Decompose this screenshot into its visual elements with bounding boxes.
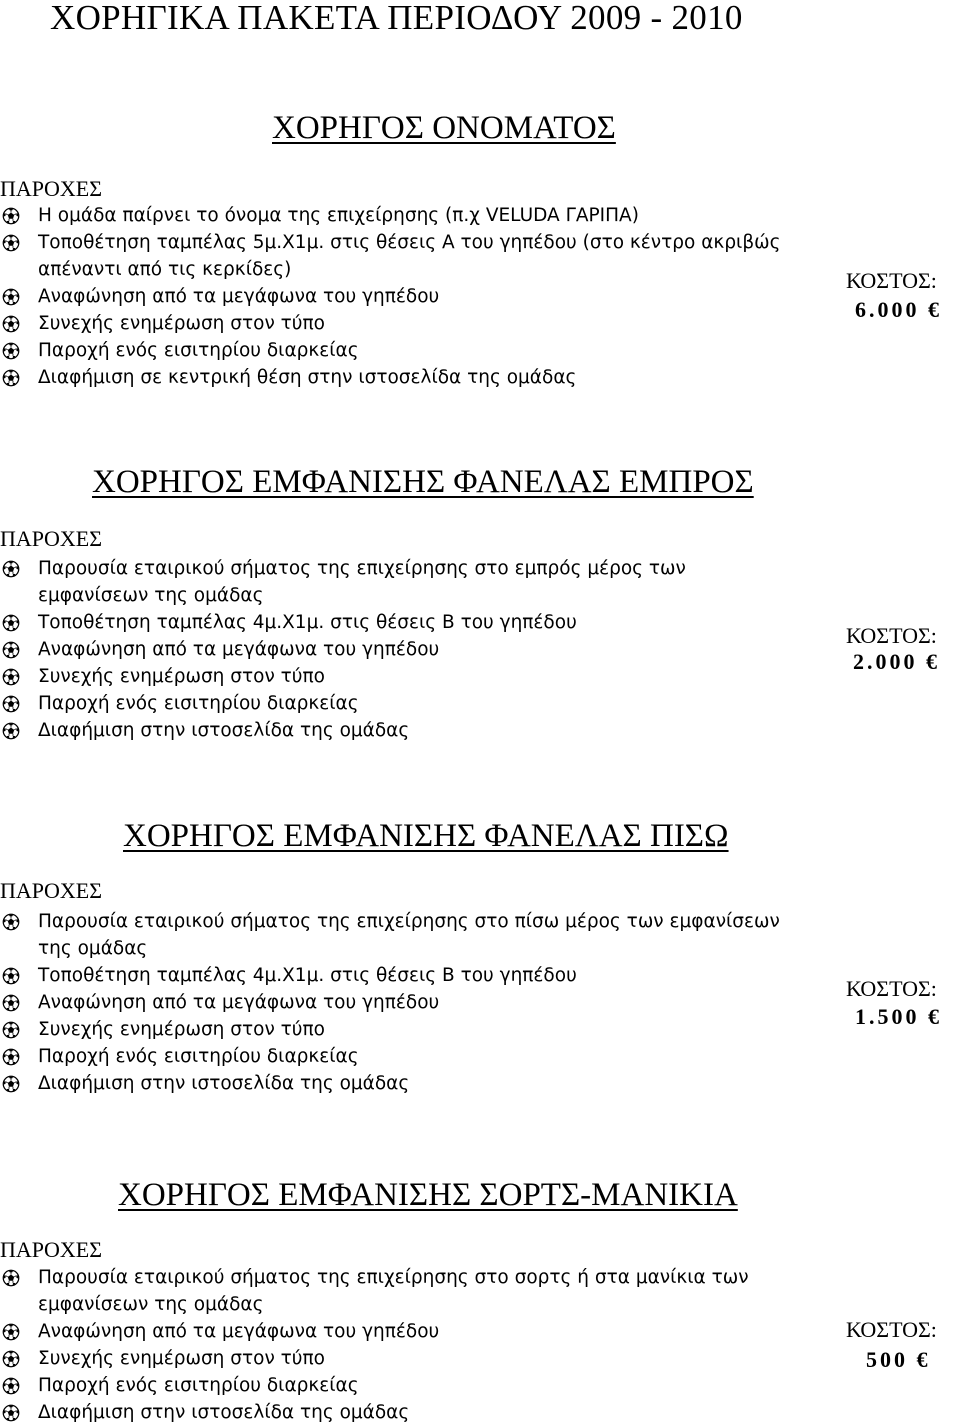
list-item: Παροχή ενός εισιτηρίου διαρκείας bbox=[0, 337, 790, 364]
list-item: Συνεχής ενημέρωση στον τύπο bbox=[0, 1345, 790, 1372]
cost-value: 1.500 € bbox=[855, 1004, 942, 1029]
list-item: Τοποθέτηση ταμπέλας 4μ.Χ1μ. στις θέσεις Β του γηπέδου bbox=[0, 609, 790, 636]
soccer-ball-icon bbox=[2, 668, 20, 686]
list-item: Διαφήμιση στην ιστοσελίδα της ομάδας bbox=[0, 1070, 790, 1097]
list-item: Συνεχής ενημέρωση στον τύπο bbox=[0, 310, 790, 337]
provisions-label: ΠΑΡΟΧΕΣ bbox=[0, 526, 103, 551]
provisions-label: ΠΑΡΟΧΕΣ bbox=[0, 878, 103, 903]
soccer-ball-icon bbox=[2, 614, 20, 632]
provisions-list bbox=[0, 1264, 790, 1426]
list-item: Παρουσία εταιρικού σήματος της επιχείρησης στο εμπρός μέρος των εμφανίσεων της ομάδας bbox=[0, 555, 790, 609]
soccer-ball-icon bbox=[2, 234, 20, 252]
soccer-ball-icon bbox=[2, 967, 20, 985]
cost-value: 6.000 € bbox=[855, 297, 942, 322]
list-item: Αναφώνηση από τα μεγάφωνα του γηπέδου bbox=[0, 283, 790, 310]
provisions-label: ΠΑΡΟΧΕΣ bbox=[0, 176, 103, 201]
soccer-ball-icon bbox=[2, 1075, 20, 1093]
list-item: Συνεχής ενημέρωση στον τύπο bbox=[0, 663, 790, 690]
provisions-list bbox=[0, 555, 790, 744]
list-item: Παρουσία εταιρικού σήματος της επιχείρησης στο σορτς ή στα μανίκια των εμφανίσεων της ομάδας bbox=[0, 1264, 790, 1318]
section-title: ΧΟΡΗΓΟΣ ΕΜΦΑΝΙΣΗΣ ΦΑΝΕΛΑΣ ΠΙΣΩ bbox=[123, 818, 729, 854]
soccer-ball-icon bbox=[2, 722, 20, 740]
soccer-ball-icon bbox=[2, 369, 20, 387]
list-item: Παροχή ενός εισιτηρίου διαρκείας bbox=[0, 1043, 790, 1070]
list-item: Αναφώνηση από τα μεγάφωνα του γηπέδου bbox=[0, 636, 790, 663]
soccer-ball-icon bbox=[2, 641, 20, 659]
list-item: Αναφώνηση από τα μεγάφωνα του γηπέδου bbox=[0, 989, 790, 1016]
cost-label: ΚΟΣΤΟΣ: bbox=[846, 1317, 937, 1342]
soccer-ball-icon bbox=[2, 560, 20, 578]
soccer-ball-icon bbox=[2, 342, 20, 360]
section-title: ΧΟΡΗΓΟΣ ΟΝΟΜΑΤΟΣ bbox=[272, 110, 616, 146]
soccer-ball-icon bbox=[2, 1350, 20, 1368]
list-item: Παροχή ενός εισιτηρίου διαρκείας bbox=[0, 690, 790, 717]
list-item: Τοποθέτηση ταμπέλας 4μ.Χ1μ. στις θέσεις Β του γηπέδου bbox=[0, 962, 790, 989]
section-title: ΧΟΡΗΓΟΣ ΕΜΦΑΝΙΣΗΣ ΣΟΡΤΣ-ΜΑΝΙΚΙΑ bbox=[118, 1177, 738, 1213]
list-item: Τοποθέτηση ταμπέλας 5μ.Χ1μ. στις θέσεις Α του γηπέδου (στο κέντρο ακριβώς απέναντι από τις κερκίδες) bbox=[0, 229, 790, 283]
list-item: Παρουσία εταιρικού σήματος της επιχείρησης στο πίσω μέρος των εμφανίσεων της ομάδας bbox=[0, 908, 790, 962]
list-item: Αναφώνηση από τα μεγάφωνα του γηπέδου bbox=[0, 1318, 790, 1345]
document-title: ΧΟΡΗΓΙΚΑ ΠΑΚΕΤΑ ΠΕΡΙΟΔΟΥ 2009 - 2010 bbox=[50, 0, 743, 37]
soccer-ball-icon bbox=[2, 994, 20, 1012]
soccer-ball-icon bbox=[2, 207, 20, 225]
section-title: ΧΟΡΗΓΟΣ ΕΜΦΑΝΙΣΗΣ ΦΑΝΕΛΑΣ ΕΜΠΡΟΣ bbox=[92, 464, 754, 500]
cost-value: 2.000 € bbox=[853, 649, 940, 674]
soccer-ball-icon bbox=[2, 288, 20, 306]
cost-label: ΚΟΣΤΟΣ: bbox=[846, 976, 937, 1001]
list-item: Παροχή ενός εισιτηρίου διαρκείας bbox=[0, 1372, 790, 1399]
soccer-ball-icon bbox=[2, 1323, 20, 1341]
list-item: Διαφήμιση στην ιστοσελίδα της ομάδας bbox=[0, 717, 790, 744]
soccer-ball-icon bbox=[2, 913, 20, 931]
soccer-ball-icon bbox=[2, 1269, 20, 1287]
list-item: Διαφήμιση σε κεντρική θέση στην ιστοσελίδα της ομάδας bbox=[0, 364, 790, 391]
cost-label: ΚΟΣΤΟΣ: bbox=[846, 623, 937, 648]
soccer-ball-icon bbox=[2, 1021, 20, 1039]
soccer-ball-icon bbox=[2, 1377, 20, 1395]
provisions-label: ΠΑΡΟΧΕΣ bbox=[0, 1237, 103, 1262]
provisions-list bbox=[0, 202, 790, 391]
cost-value: 500 € bbox=[866, 1347, 931, 1372]
soccer-ball-icon bbox=[2, 695, 20, 713]
provisions-list bbox=[0, 908, 790, 1097]
soccer-ball-icon bbox=[2, 1404, 20, 1422]
soccer-ball-icon bbox=[2, 1048, 20, 1066]
cost-label: ΚΟΣΤΟΣ: bbox=[846, 268, 937, 293]
list-item: Συνεχής ενημέρωση στον τύπο bbox=[0, 1016, 790, 1043]
list-item: Η ομάδα παίρνει το όνομα της επιχείρησης (π.χ VELUDA ΓΑΡΙΠΑ) bbox=[0, 202, 790, 229]
soccer-ball-icon bbox=[2, 315, 20, 333]
list-item: Διαφήμιση στην ιστοσελίδα της ομάδας bbox=[0, 1399, 790, 1426]
